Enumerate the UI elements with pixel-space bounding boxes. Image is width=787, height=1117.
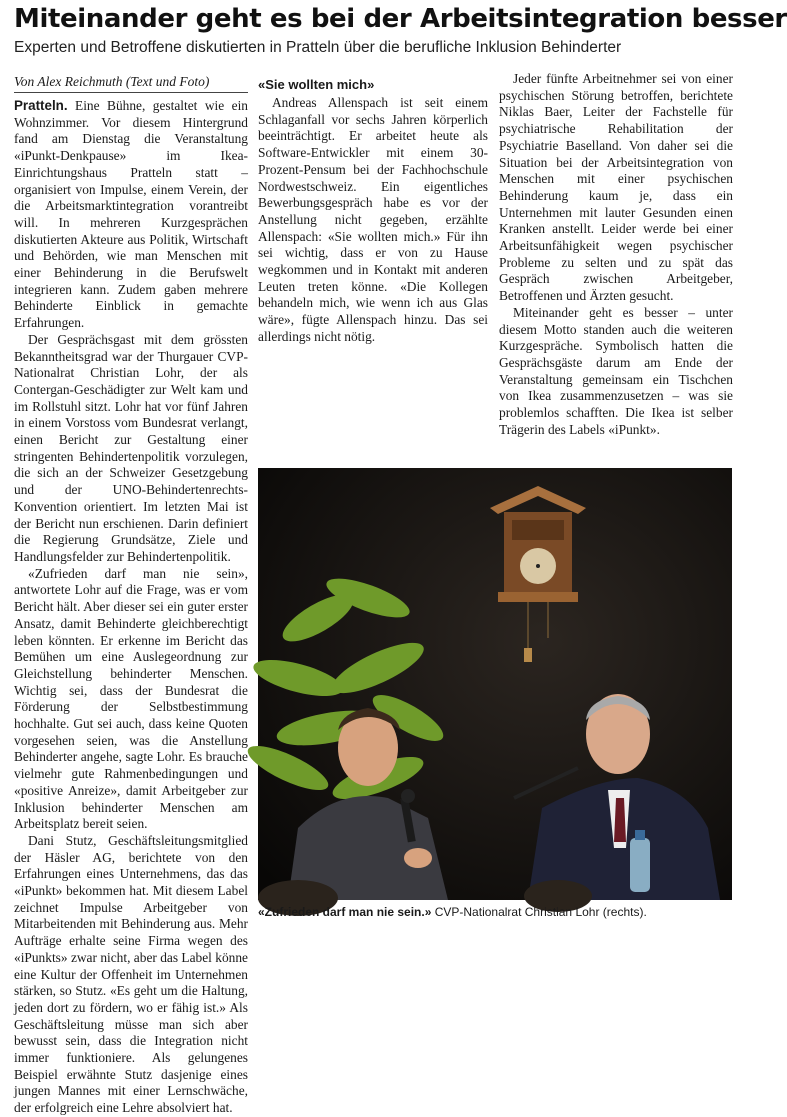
column-2 bbox=[258, 71, 488, 461]
paragraph-1 bbox=[14, 98, 248, 332]
column-1 bbox=[14, 98, 248, 1116]
photo-caption bbox=[258, 904, 738, 920]
water-bottle bbox=[630, 838, 650, 892]
caption-quote: «Zufrieden darf man nie sein.» bbox=[258, 905, 432, 919]
byline: Von Alex Reichmuth (Text und Foto) bbox=[14, 73, 248, 93]
paragraph-3: «Zufrieden darf man nie sein», antwortete Lohr auf die Frage, was er vom Bericht hält. Aber dieser sei ein guter erster Ansatz, damit Behinderte gleichberechtigt leben könnten. Er erkenne im Bericht das Bemühen um eine Auslegeordnung zur Gleichstellung behinderter Menschen. Wichtig sei, dass der Bundesrat die Förderung der Selbstbestimmung hochhalte. Gut sei auch, dass keine Quoten vorgesehen seien, was die Anstellung Behinderter angehe, sagte Lohr. Es brauche vielmehr gute Rahmenbedingungen und «positive Anreize», damit Arbeitgeber zur Inklusion behinderter Menschen am Arbeitsplatz bereit seien. bbox=[14, 565, 248, 832]
paragraph-5: Andreas Allenspach ist seit einem Schlaganfall vor sechs Jahren körperlich beeinträchtigt. Er arbeitet heute als Software-Entwickler mit einem 30-Prozent-Pensum bei der Fachhochschule Nordwestschweiz. Ein eigentliches Bewerbungsgespräch habe es vor der Anstellung nicht gegeben, erzählte Allenspach: «Sie wollten mich.» Für ihn sei wichtig, dass er von zu Hause wegkommen und in Kontakt mit anderen Leuten treten könne. «Die Kollegen behandeln mich, wie wenn ich aus Glas wäre», fügte Allenspach hinzu. Das sei allerdings nicht nötig. bbox=[258, 95, 488, 344]
paragraph-7: Miteinander geht es besser – unter diesem Motto standen auch die weiteren Kurzgespräche. Symbolisch hatten die Gesprächsgäste darum am Ende der Veranstaltung gemeinsam ein Tischchen von Ikea zusammenzusetzen – was sie problemlos schafften. Die Ikea ist selber Trägerin des Labels «iPunkt». bbox=[499, 304, 733, 437]
article-photo bbox=[258, 468, 732, 900]
photo-illustration bbox=[258, 468, 732, 900]
paragraph-1-text: Eine Bühne, gestaltet wie ein Wohnzimmer. Vor diesem Hintergrund fand am Dienstag die Veranstaltung «iPunkt-Denkpause» im Ikea-Einrichtungshaus Pratteln statt – organisiert von Impulse, einem Verein, der die Arbeitsmarktintegration vorantreibt will. In mehreren Kurzgesprächen diskutierten Akteure aus Politik, Wirtschaft und Behörden, wie man Menschen mit einer Behinderung in die Berufswelt integrieren kann. Zudem gaben mehrere Behinderte Einblick in gemachte Erfahrungen. bbox=[14, 98, 248, 331]
subtitle: Experten und Betroffene diskutierten in Pratteln über die berufliche Inklusion Behinderter bbox=[14, 39, 622, 56]
paragraph-2: Der Gesprächsgast mit dem grössten Bekanntheitsgrad war der Thurgauer CVP-Nationalrat Christian Lohr, der als Contergan-Geschädigter zur Welt kam und im Rollstuhl sitzt. Lohr hat vor fünf Jahren in einem Vorstoss vom Bundesrat verlangt, einen Bericht zur Gestaltung einer stringenten Behindertenpolitik vorzulegen, die sich an der Schweizer Gesetzgebung und der UNO-Behindertenrechts-Konvention orientiert. Im letzten Mai ist der Bericht nun erschienen. Darin definiert die Regierung Grundsätze, Ziele und Handlungsfelder zur Behindertenpolitik. bbox=[14, 331, 248, 564]
headline: Miteinander geht es bei der Arbeitsintegration besser bbox=[14, 4, 787, 34]
column-3 bbox=[499, 71, 733, 461]
paragraph-4: Dani Stutz, Geschäftsleitungsmitglied der Häsler AG, berichtete von den Erfahrungen eines Unternehmens, das das «iPunkt» bekommen hat. Mit diesem Label zeichnet Impulse Arbeitgeber von Mitarbeitenden mit Behinderung aus. Mehr Aufträge erhalte seine Firma wegen des «iPunkts» zwar nicht, aber das Label könne eine Kultur der Offenheit im Unternehmen stärken, so Stutz. «Es geht um die Haltung, jeden dort zu fördern, wo er fähig ist.» Als Geschäftsleitung müsse man sich aber bewusst sein, dass die Integration nicht immer funktioniere. Als gelungenes Beispiel erwähnte Stutz dasjenige eines jungen Mannes mit einer Lernschwäche, der erfolgreich eine Lehre absolviert hat. bbox=[14, 832, 248, 1116]
caption-text: CVP-Nationalrat Christian Lohr (rechts). bbox=[431, 905, 647, 919]
subheading: «Sie wollten mich» bbox=[258, 77, 375, 92]
dateline: Pratteln. bbox=[14, 98, 68, 113]
paragraph-6: Jeder fünfte Arbeitnehmer sei von einer psychischen Störung betroffen, berichtete Niklas Baer, Leiter der Fachstelle für psychiatrische Rehabilitation der Psychiatrie Baselland. Von daher sei die Situation bei der Arbeitsintegration von Menschen mit einer psychischen Behinderung kaum je, dass ein Unternehmen mit lauter Gesunden einen Kranken anstellt. Leider werde bei einer Arbeitsunfähigkeit wegen psychischer Probleme zu selten und zu spät das Gespräch zwischen Arbeitgeber, Betroffenen und Ärzten gesucht. bbox=[499, 71, 733, 304]
